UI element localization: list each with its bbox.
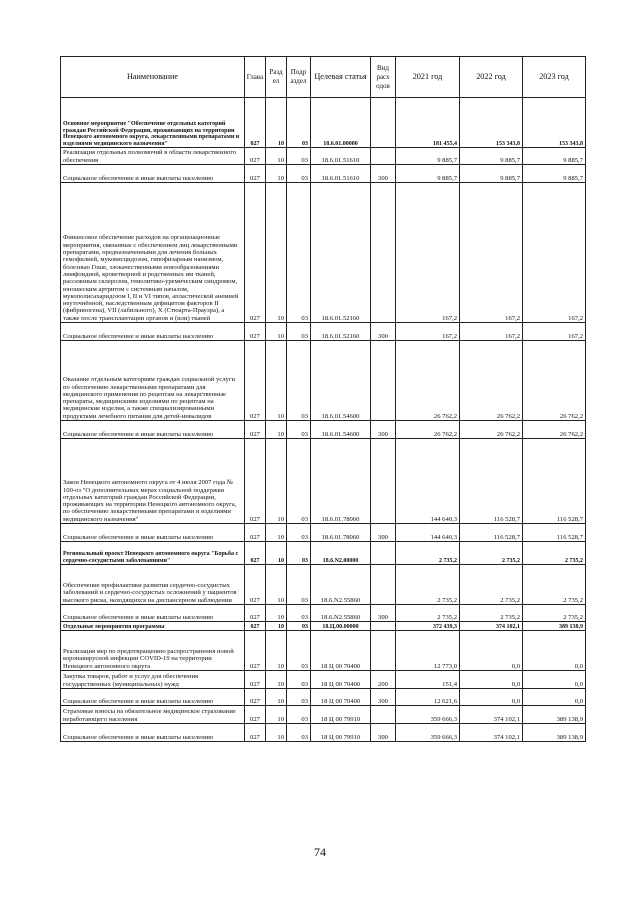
row-podrazdel: 03 (287, 689, 311, 706)
row-value-2021: 181 455,4 (396, 98, 460, 148)
row-value-2023: 389 138,9 (523, 622, 586, 631)
row-name: Обеспечение профилактики развития сердечно-сосудистых заболеваний и сердечно-сосудистых осложнений у пациентов высокого риска, находящихся на диспансерном наблюдении (61, 565, 245, 605)
row-value-2023: 153 343,8 (523, 98, 586, 148)
row-value-2021: 2 735,2 (396, 605, 460, 622)
row-value-2021: 167,2 (396, 323, 460, 341)
row-podrazdel: 03 (287, 671, 311, 689)
row-statya: 18 Ц 00 70400 (311, 671, 371, 689)
header-2023: 2023 год (523, 57, 586, 98)
row-vid (371, 542, 396, 565)
table-row (61, 421, 586, 439)
row-name: Оказание отдельным категориям граждан социальной услуги по обеспечению лекарственными препаратами для медицинского применения по рецептам на лекарственные препараты, медицинскими изделиями по рецептам на медицинские изделия, а также специализированными продуктами лечебного питания для детей-инвалидов (61, 341, 245, 421)
row-value-2023: 9 885,7 (523, 165, 586, 183)
table-row (61, 183, 586, 323)
row-value-2021: 26 762,2 (396, 341, 460, 421)
row-vid: 300 (371, 323, 396, 341)
row-name: Реализация мер по предотвращению распространения новой коронавирусной инфекции COVID-19 на территории Ненецкого автономного округа (61, 631, 245, 671)
row-name: Социальное обеспечение и иные выплаты населению (61, 421, 245, 439)
row-vid: 300 (371, 524, 396, 542)
table-row (61, 565, 586, 605)
row-glava: 027 (245, 706, 266, 724)
row-name: Социальное обеспечение и иные выплаты населению (61, 524, 245, 542)
header-2021: 2021 год (396, 57, 460, 98)
table-row (61, 439, 586, 524)
table-row (61, 148, 586, 165)
table-row (61, 671, 586, 689)
row-razdel: 10 (266, 323, 287, 341)
row-name: Региональный проект Ненецкого автономного округа "Борьба с сердечно-сосудистыми заболеваниями" (61, 542, 245, 565)
table-row (61, 724, 586, 742)
row-name: Закон Ненецкого автономного округа от 4 июля 2007 года № 100-оз "О дополнительных мерах социальной поддержки отдельных категорий граждан Российской Федерации, проживающих на территории Ненецкого автономного округа, по обеспечению лекарственными препаратами и изделиями медицинского назначения" (61, 439, 245, 524)
table-row (61, 542, 586, 565)
row-value-2021: 359 666,3 (396, 706, 460, 724)
table-row (61, 341, 586, 421)
row-value-2023: 0,0 (523, 631, 586, 671)
row-glava: 027 (245, 98, 266, 148)
table-row (61, 524, 586, 542)
row-glava: 027 (245, 605, 266, 622)
row-value-2021: 144 640,3 (396, 439, 460, 524)
row-name: Социальное обеспечение и иные выплаты населению (61, 689, 245, 706)
budget-table-sheet (60, 56, 585, 742)
row-razdel: 10 (266, 689, 287, 706)
row-vid (371, 341, 396, 421)
row-podrazdel: 03 (287, 542, 311, 565)
row-podrazdel: 03 (287, 524, 311, 542)
table-row (61, 98, 586, 148)
table-row (61, 622, 586, 631)
row-podrazdel: 03 (287, 724, 311, 742)
table-row (61, 689, 586, 706)
row-value-2022: 0,0 (460, 689, 523, 706)
row-name: Социальное обеспечение и иные выплаты населению (61, 605, 245, 622)
row-name: Социальное обеспечение и иные выплаты населению (61, 724, 245, 742)
row-vid (371, 706, 396, 724)
row-glava: 027 (245, 565, 266, 605)
row-glava: 027 (245, 323, 266, 341)
table-body (61, 98, 586, 742)
row-name: Закупка товаров, работ и услуг для обеспечения государственных (муниципальных) нужд (61, 671, 245, 689)
row-vid (371, 631, 396, 671)
row-razdel: 10 (266, 565, 287, 605)
row-value-2023: 26 762,2 (523, 421, 586, 439)
row-vid (371, 439, 396, 524)
row-podrazdel: 03 (287, 439, 311, 524)
row-statya: 18.6.01.54600 (311, 421, 371, 439)
row-razdel: 10 (266, 622, 287, 631)
row-podrazdel: 03 (287, 706, 311, 724)
row-value-2022: 167,2 (460, 183, 523, 323)
row-value-2021: 144 640,3 (396, 524, 460, 542)
row-razdel: 10 (266, 439, 287, 524)
row-statya: 18.6.N2.55860 (311, 605, 371, 622)
table-row (61, 605, 586, 622)
row-value-2023: 2 735,2 (523, 565, 586, 605)
row-glava: 027 (245, 183, 266, 323)
row-value-2022: 167,2 (460, 323, 523, 341)
row-podrazdel: 03 (287, 421, 311, 439)
row-value-2023: 2 735,2 (523, 542, 586, 565)
row-glava: 027 (245, 542, 266, 565)
row-value-2023: 167,2 (523, 323, 586, 341)
row-podrazdel: 03 (287, 631, 311, 671)
row-vid (371, 622, 396, 631)
row-podrazdel: 03 (287, 605, 311, 622)
row-value-2021: 167,2 (396, 183, 460, 323)
row-razdel: 10 (266, 421, 287, 439)
row-value-2022: 116 528,7 (460, 524, 523, 542)
row-value-2021: 359 666,3 (396, 724, 460, 742)
row-name: Страховые взносы на обязательное медицинское страхование неработающего населения (61, 706, 245, 724)
row-vid: 300 (371, 724, 396, 742)
row-value-2021: 26 762,2 (396, 421, 460, 439)
row-razdel: 10 (266, 605, 287, 622)
row-value-2022: 26 762,2 (460, 341, 523, 421)
row-value-2022: 9 885,7 (460, 148, 523, 165)
row-glava: 027 (245, 148, 266, 165)
row-razdel: 10 (266, 542, 287, 565)
row-vid (371, 183, 396, 323)
row-statya: 18.6.01.51610 (311, 148, 371, 165)
header-vid: Вид расх одов (371, 57, 396, 98)
row-vid: 300 (371, 689, 396, 706)
row-vid (371, 98, 396, 148)
row-razdel: 10 (266, 524, 287, 542)
row-razdel: 10 (266, 183, 287, 323)
row-value-2022: 2 735,2 (460, 565, 523, 605)
row-podrazdel: 03 (287, 98, 311, 148)
table-header-row (61, 57, 586, 98)
header-razdel: Разд ел (266, 57, 287, 98)
row-value-2022: 374 102,1 (460, 622, 523, 631)
row-glava: 027 (245, 622, 266, 631)
row-glava: 027 (245, 724, 266, 742)
row-podrazdel: 03 (287, 323, 311, 341)
row-statya: 18.6.01.00000 (311, 98, 371, 148)
row-razdel: 10 (266, 706, 287, 724)
row-value-2022: 26 762,2 (460, 421, 523, 439)
row-value-2022: 0,0 (460, 631, 523, 671)
row-statya: 18.6.N2.55860 (311, 565, 371, 605)
row-razdel: 10 (266, 148, 287, 165)
header-name: Наименование (61, 57, 245, 98)
row-value-2022: 0,0 (460, 671, 523, 689)
row-statya: 18 Ц 00 79910 (311, 724, 371, 742)
row-razdel: 10 (266, 98, 287, 148)
row-vid: 300 (371, 165, 396, 183)
row-glava: 027 (245, 631, 266, 671)
row-value-2022: 374 102,1 (460, 724, 523, 742)
row-name: Социальное обеспечение и иные выплаты населению (61, 323, 245, 341)
row-glava: 027 (245, 165, 266, 183)
row-value-2021: 9 885,7 (396, 165, 460, 183)
row-statya: 18.6.01.52160 (311, 183, 371, 323)
row-glava: 027 (245, 439, 266, 524)
row-razdel: 10 (266, 165, 287, 183)
row-value-2023: 389 138,9 (523, 724, 586, 742)
row-glava: 027 (245, 341, 266, 421)
row-value-2021: 12 621,6 (396, 689, 460, 706)
row-value-2023: 0,0 (523, 671, 586, 689)
row-glava: 027 (245, 689, 266, 706)
header-statya: Целевая статья (311, 57, 371, 98)
budget-table (60, 56, 586, 742)
row-value-2022: 374 102,1 (460, 706, 523, 724)
row-value-2022: 2 735,2 (460, 605, 523, 622)
row-value-2022: 2 735,2 (460, 542, 523, 565)
row-value-2023: 116 528,7 (523, 439, 586, 524)
table-row (61, 165, 586, 183)
page-number: 74 (314, 845, 326, 859)
row-value-2022: 116 528,7 (460, 439, 523, 524)
row-statya: 18 Ц 00 70400 (311, 689, 371, 706)
row-value-2021: 9 885,7 (396, 148, 460, 165)
row-value-2023: 26 762,2 (523, 341, 586, 421)
header-podrazdel: Подр аздел (287, 57, 311, 98)
header-2022: 2022 год (460, 57, 523, 98)
row-statya: 18.6.01.52160 (311, 323, 371, 341)
header-glava: Глава (245, 57, 266, 98)
row-podrazdel: 03 (287, 148, 311, 165)
row-glava: 027 (245, 671, 266, 689)
table-row (61, 323, 586, 341)
row-razdel: 10 (266, 724, 287, 742)
row-name: Отдельные мероприятия программы (61, 622, 245, 631)
row-statya: 18.6.01.78060 (311, 524, 371, 542)
row-value-2023: 167,2 (523, 183, 586, 323)
row-name: Финансовое обеспечение расходов на организационные мероприятия, связанные с обеспечением лиц лекарственными препаратами, предназначенными для лечения больных гемофилией, муковисцидозом, гипофизарным нанизмом, болезнью Гоше, злокачественными новообразованиями лимфоидной, кроветворной и родственных им тканей, рассеянным склерозом, гемолитико-уремическим синдромом, юношеским артритом с системным началом, мукополисахаридозом I, II и VI типов, апластической анемией неуточнённой, наследственным дефицитом факторов II (фибриногена), VII (лабильного), X (Стюарта-Прауэра), а также после трансплантации органов и (или) тканей (61, 183, 245, 323)
row-statya: 18.Ц.00.00000 (311, 622, 371, 631)
row-podrazdel: 03 (287, 341, 311, 421)
row-razdel: 10 (266, 341, 287, 421)
row-vid: 300 (371, 605, 396, 622)
row-value-2023: 389 138,9 (523, 706, 586, 724)
row-razdel: 10 (266, 631, 287, 671)
row-razdel: 10 (266, 671, 287, 689)
table-row (61, 631, 586, 671)
row-glava: 027 (245, 421, 266, 439)
row-value-2021: 2 735,2 (396, 542, 460, 565)
row-podrazdel: 03 (287, 183, 311, 323)
row-value-2022: 9 885,7 (460, 165, 523, 183)
row-statya: 18.6.01.78060 (311, 439, 371, 524)
row-statya: 18 Ц 00 79910 (311, 706, 371, 724)
row-name: Реализация отдельных полномочий в области лекарственного обеспечения (61, 148, 245, 165)
row-podrazdel: 03 (287, 565, 311, 605)
row-name: Социальное обеспечение и иные выплаты населению (61, 165, 245, 183)
row-podrazdel: 03 (287, 622, 311, 631)
row-value-2023: 0,0 (523, 689, 586, 706)
row-value-2021: 372 439,3 (396, 622, 460, 631)
table-row (61, 706, 586, 724)
row-vid (371, 565, 396, 605)
row-statya: 18.6.01.51610 (311, 165, 371, 183)
row-vid: 300 (371, 421, 396, 439)
row-value-2021: 12 773,0 (396, 631, 460, 671)
row-value-2023: 116 528,7 (523, 524, 586, 542)
row-value-2023: 9 885,7 (523, 148, 586, 165)
row-vid (371, 148, 396, 165)
row-value-2023: 2 735,2 (523, 605, 586, 622)
row-statya: 18.6.N2.00000 (311, 542, 371, 565)
row-name: Основное мероприятие "Обеспечение отдельных категорий граждан Российской Федерации, проживающих на территории Ненецкого автономного округа, лекарственными препаратами и изделиями медицинского назначения" (61, 98, 245, 148)
row-statya: 18 Ц 00 70400 (311, 631, 371, 671)
row-glava: 027 (245, 524, 266, 542)
row-value-2021: 151,4 (396, 671, 460, 689)
row-value-2022: 153 343,8 (460, 98, 523, 148)
row-podrazdel: 03 (287, 165, 311, 183)
row-statya: 18.6.01.54600 (311, 341, 371, 421)
row-vid: 200 (371, 671, 396, 689)
row-value-2021: 2 735,2 (396, 565, 460, 605)
